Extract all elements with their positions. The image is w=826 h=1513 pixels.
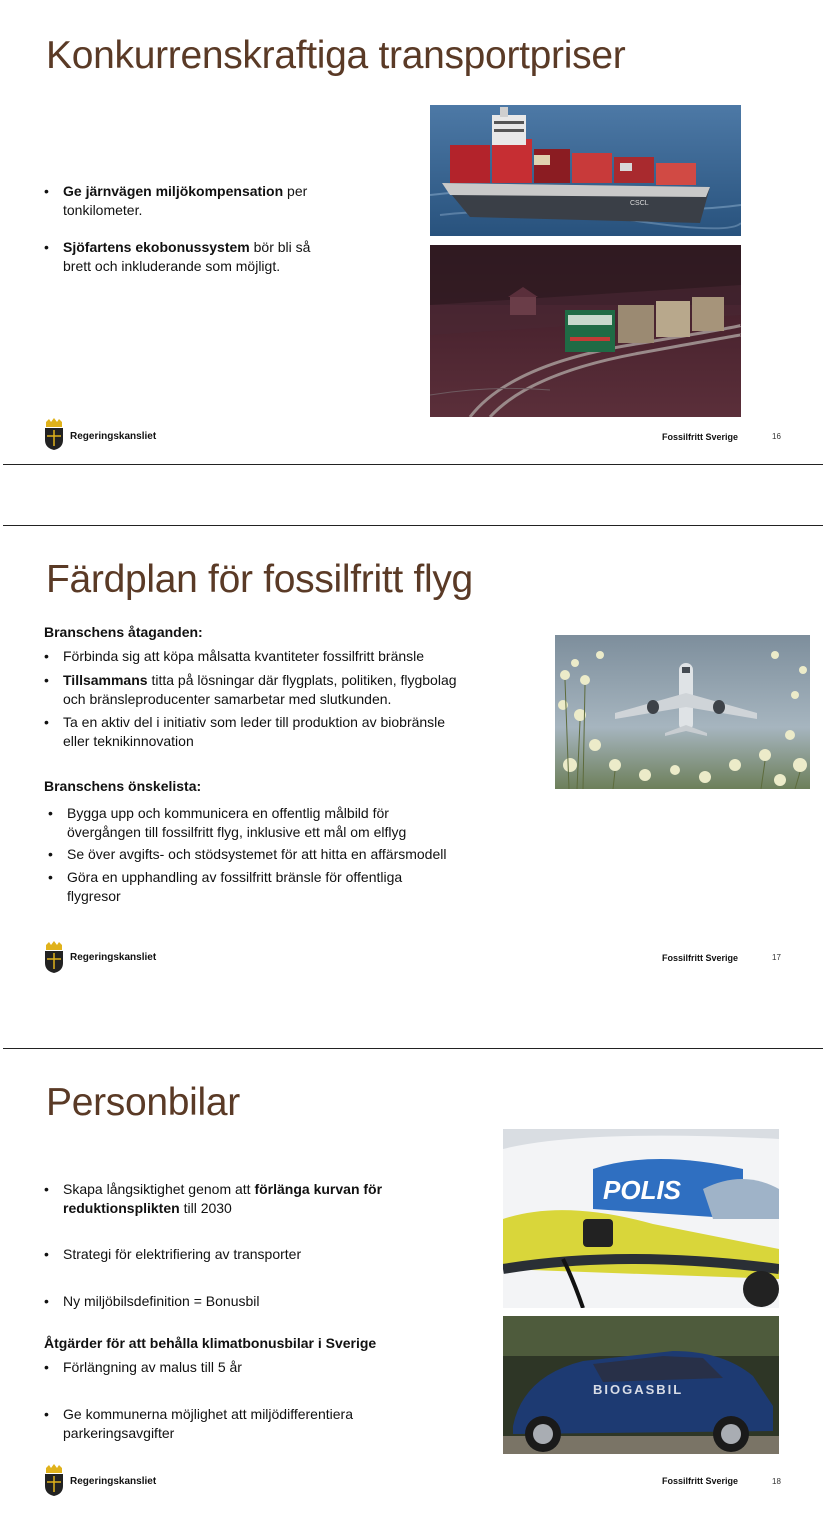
container-ship-photo — [430, 105, 741, 236]
footer-label: Fossilfritt Sverige — [662, 1476, 739, 1486]
bullet-text: Ge kommunerna möjlighet att miljödifferentiera — [63, 1406, 353, 1422]
regeringskansliet-logo-text: Regeringskansliet — [70, 952, 157, 963]
heading-bold-text: klimatbonusbilar i Sverige — [201, 1335, 377, 1351]
bullet-bold-text: reduktionsplikten — [63, 1200, 180, 1216]
crown-crest-logo-icon — [43, 418, 65, 450]
slide-title: Färdplan för fossilfritt flyg — [46, 558, 473, 601]
crown-crest-logo-icon — [43, 941, 65, 973]
car-bullet — [44, 1245, 301, 1264]
bullet-text: Förbinda sig att köpa målsatta kvantiteter fossilfritt bränsle — [63, 648, 425, 664]
commitments-heading: Branschens åtaganden: — [44, 624, 203, 640]
footer-label: Fossilfritt Sverige — [662, 953, 739, 963]
slide-transport-prices — [0, 0, 826, 465]
freight-train-photo — [430, 245, 741, 417]
car-bullet — [44, 1292, 260, 1311]
commitment-item — [44, 647, 424, 666]
bullet-shipping-ecobonus — [44, 238, 310, 276]
slide-fossil-free-aviation — [0, 526, 826, 1048]
bullet-bold-text: Tillsammans — [63, 672, 148, 688]
electric-police-car-photo — [503, 1129, 779, 1308]
wishlist-item — [48, 845, 446, 864]
page-number: 17 — [772, 953, 781, 962]
biogas-car-photo — [503, 1316, 779, 1454]
wishlist-heading: Branschens önskelista: — [44, 778, 202, 794]
bullet-text: Förlängning av malus till 5 år — [63, 1359, 242, 1375]
bullet-text: Ny miljöbilsdefinition = Bonusbil — [63, 1293, 260, 1309]
bullet-text: och bränsleproducenter samarbetar med slutkunden. — [63, 691, 392, 707]
bullet-bold-text: Ge järnvägen miljökompensation — [63, 183, 284, 199]
bullet-text: Strategi för elektrifiering av transporter — [63, 1246, 302, 1262]
bullet-text: brett och inkluderande som möjligt. — [63, 258, 281, 274]
bullet-text: till 2030 — [179, 1200, 232, 1216]
airplane-flowers-photo — [555, 635, 810, 789]
slide-title: Personbilar — [46, 1081, 240, 1124]
bullet-text: Ta en aktiv del i initiativ som leder till produktion av biobränsle — [63, 714, 446, 730]
bullet-rail-compensation — [44, 182, 307, 220]
bullet-text: per — [283, 183, 308, 199]
slide-divider — [3, 464, 823, 465]
regeringskansliet-logo-text: Regeringskansliet — [70, 431, 157, 442]
bullet-text: Skapa långsiktighet genom att — [63, 1181, 255, 1197]
slide-title: Konkurrenskraftiga transportpriser — [46, 34, 626, 77]
bullet-text: tonkilometer. — [63, 202, 143, 218]
bullet-bold-text: Sjöfartens ekobonussystem — [63, 239, 250, 255]
commitment-item — [44, 713, 445, 751]
svg-text:CSCL: CSCL — [630, 200, 649, 207]
measures-heading — [44, 1335, 376, 1351]
bullet-text: Se över avgifts- och stödsystemet för att hitta en affärsmodell — [67, 846, 447, 862]
car-bullet — [44, 1180, 382, 1218]
wishlist-item — [48, 804, 406, 842]
slide-passenger-cars — [0, 1049, 826, 1513]
bullet-text: titta på lösningar där flygplats, politiken, flygbolag — [147, 672, 457, 688]
bullet-text: Bygga upp och kommunicera en offentlig målbild för — [67, 805, 389, 821]
crown-crest-logo-icon — [43, 1464, 65, 1496]
bullet-text: eller teknikinnovation — [63, 733, 194, 749]
commitment-item — [44, 671, 457, 709]
police-text: POLIS — [603, 1175, 682, 1205]
bullet-text: Göra en upphandling av fossilfritt bränsle för offentliga — [67, 869, 403, 885]
bullet-text: flygresor — [67, 888, 121, 904]
measure-item — [44, 1358, 242, 1377]
wishlist-item — [48, 868, 402, 906]
bullet-text: parkeringsavgifter — [63, 1425, 175, 1441]
page-number: 18 — [772, 1477, 781, 1486]
regeringskansliet-logo-text: Regeringskansliet — [70, 1476, 157, 1487]
heading-text: Åtgärder för att behålla — [44, 1335, 202, 1351]
measure-item — [44, 1405, 353, 1443]
bullet-text: bör bli så — [249, 239, 311, 255]
page-number: 16 — [772, 432, 781, 441]
bullet-bold-text: förlänga kurvan för — [254, 1181, 383, 1197]
footer-label: Fossilfritt Sverige — [662, 432, 739, 442]
biogas-text: BIOGASBIL — [593, 1382, 684, 1397]
bullet-text: övergången till fossilfritt flyg, inklusive ett mål om elflyg — [67, 824, 407, 840]
